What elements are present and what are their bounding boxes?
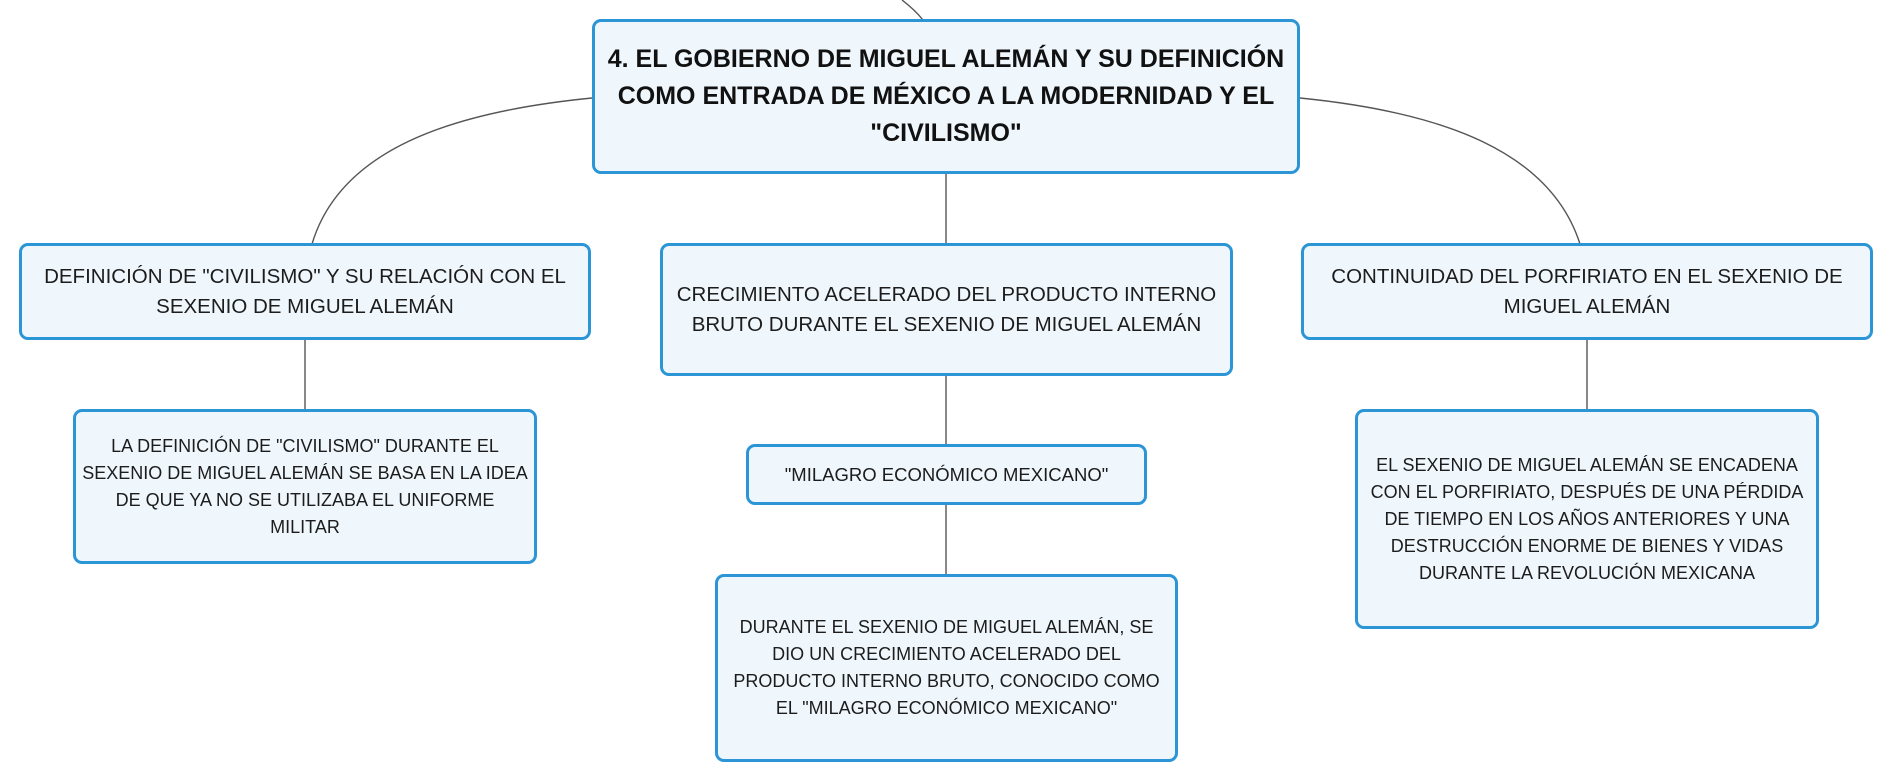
detail-text-milagro: DURANTE EL SEXENIO DE MIGUEL ALEMÁN, SE DIO UN CRECIMIENTO ACELERADO DEL PRODUCTO INTERNO BRUTO, CONOCIDO COMO EL "MILAGRO ECONÓMICO MEXICANO" xyxy=(733,617,1160,718)
detail-text-porfiriato: EL SEXENIO DE MIGUEL ALEMÁN SE ENCADENA CON EL PORFIRIATO, DESPUÉS DE UNA PÉRDIDA DE TIEMPO EN LOS AÑOS ANTERIORES Y UNA DESTRUCCIÓN ENORME DE BIENES Y VIDAS DURANTE LA REVOLUCIÓN MEXICANA xyxy=(1370,454,1804,583)
subtopic-text-milagro: "MILAGRO ECONÓMICO MEXICANO" xyxy=(784,464,1109,485)
branch-node-civilismo[interactable] xyxy=(19,243,591,340)
root-topic-node[interactable] xyxy=(592,19,1300,174)
connector-root-to-branch-porfiriato xyxy=(1300,98,1580,244)
branch-text-porfiriato: CONTINUIDAD DEL PORFIRIATO EN EL SEXENIO DE MIGUEL ALEMÁN xyxy=(1331,264,1843,318)
branch-text-pib: CRECIMIENTO ACELERADO DEL PRODUCTO INTERNO BRUTO DURANTE EL SEXENIO DE MIGUEL ALEMÁN xyxy=(676,282,1217,336)
connector-parent-to-root xyxy=(902,0,923,20)
detail-node-civilismo[interactable] xyxy=(73,409,537,564)
detail-node-milagro[interactable] xyxy=(715,574,1178,762)
branch-text-civilismo: DEFINICIÓN DE "CIVILISMO" Y SU RELACIÓN CON EL SEXENIO DE MIGUEL ALEMÁN xyxy=(44,264,566,318)
detail-node-porfiriato[interactable] xyxy=(1355,409,1819,629)
branch-node-pib[interactable] xyxy=(660,243,1233,376)
detail-text-civilismo: LA DEFINICIÓN DE "CIVILISMO" DURANTE EL SEXENIO DE MIGUEL ALEMÁN SE BASA EN LA IDEA DE QUE YA NO SE UTILIZABA EL UNIFORME MILITAR xyxy=(82,435,528,537)
root-topic-text: 4. EL GOBIERNO DE MIGUEL ALEMÁN Y SU DEFINICIÓN COMO ENTRADA DE MÉXICO A LA MODERNIDAD Y EL "CIVILISMO" xyxy=(607,45,1285,147)
connector-root-to-branch-civilismo xyxy=(312,98,592,244)
branch-node-porfiriato[interactable] xyxy=(1301,243,1873,340)
subtopic-node-milagro[interactable] xyxy=(746,444,1147,505)
